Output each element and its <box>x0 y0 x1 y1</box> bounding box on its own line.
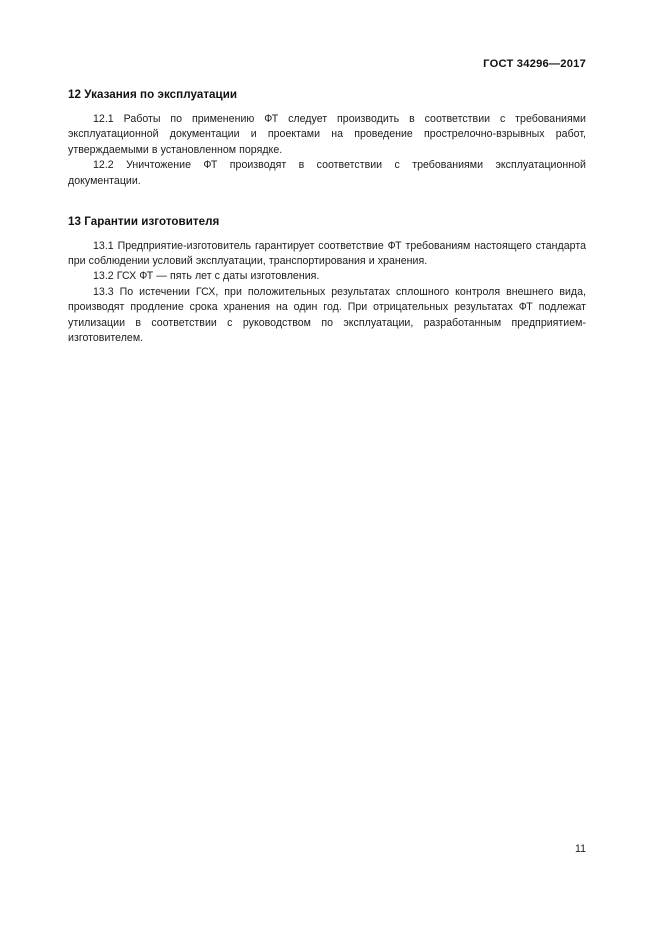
clause-12-1: 12.1 Работы по применению ФТ следует производить в соответствии с требованиями эксплуатационной документации и проектами на проведение прострелочно-взрывных работ, утверждаемыми в установленном порядке. <box>68 113 586 156</box>
running-header: ГОСТ 34296—2017 <box>483 58 586 70</box>
section-13-body <box>68 239 586 347</box>
page-number: 11 <box>575 843 586 855</box>
clause-12-2: 12.2 Уничтожение ФТ производят в соответствии с требованиями эксплуатационной документации. <box>68 159 586 187</box>
clause-13-1: 13.1 Предприятие-изготовитель гарантирует соответствие ФТ требованиям настоящего стандарта при соблюдении условий эксплуатации, транспортирования и хранения. <box>68 239 586 267</box>
page-content <box>68 88 586 346</box>
section-12-body <box>68 112 586 189</box>
section-heading-13: 13 Гарантии изготовителя <box>68 214 220 228</box>
clause-13-3: 13.3 По истечении ГСХ, при положительных результатах сплошного контроля внешнего вида, производят продление срока хранения на один год. При отрицательных результатах ФТ подлежат утилизации в соответствии с руководством по эксплуатации, разработанным предприятием-изготовителем. <box>68 285 586 344</box>
clause-13-2: 13.2 ГСХ ФТ — пять лет с даты изготовления. <box>93 270 320 283</box>
section-heading-12: 12 Указания по эксплуатации <box>68 88 238 101</box>
